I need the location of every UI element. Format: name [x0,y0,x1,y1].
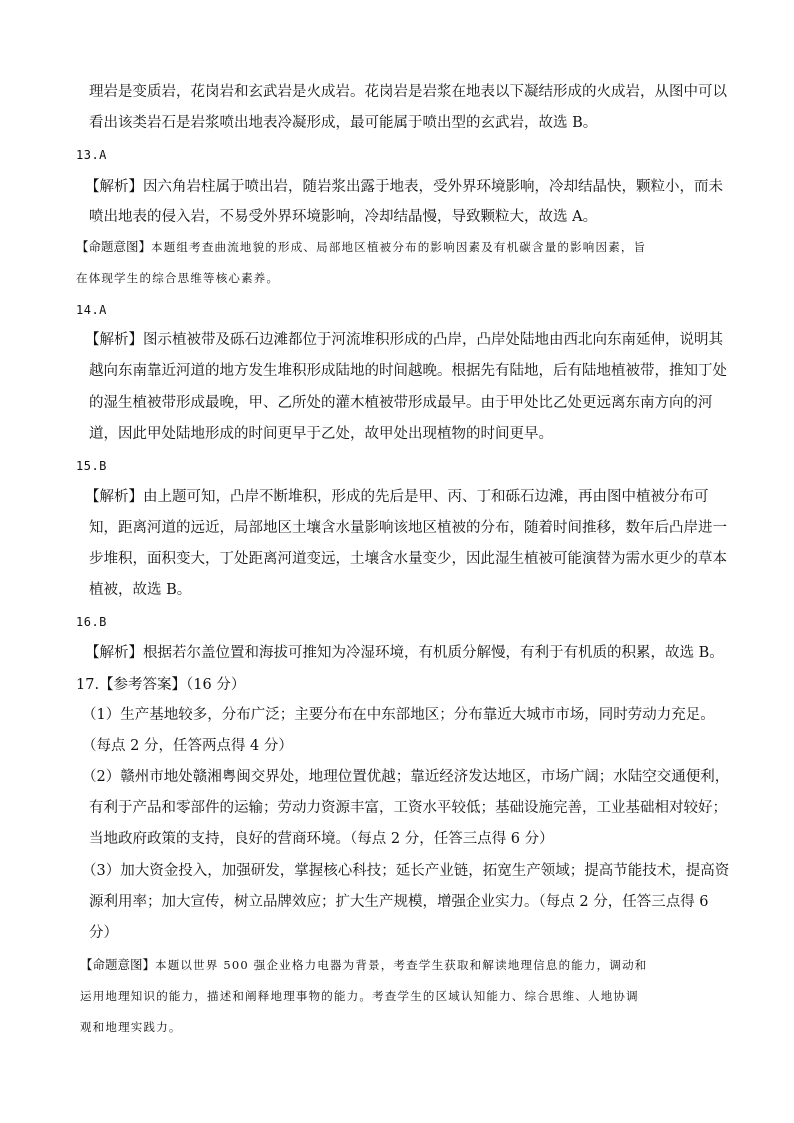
q17-part1-line: （1）生产基地较多，分布广泛；主要分布在中东部地区；分布靠近大城市市场，同时劳动力充足。 [82,707,715,723]
q14-explanation-line: 【解析】图示植被带及砾石边滩都位于河流堆积形成的凸岸，凸岸处陆地由西北向东南延伸，说明其 [85,332,723,348]
q17-part3-line: 分） [89,925,118,941]
q17-part2-line: 有利于产品和零部件的运输；劳动力资源丰富，工资水平较低；基础设施完善，工业基础相对较好； [89,800,727,816]
q17-part2-line: （2）赣州市地处赣湘粤闽交界处，地理位置优越；靠近经济发达地区，市场广阔；水陆空交通便利， [82,769,730,785]
q16-answer: 16.B [76,615,107,629]
q13-answer: 13.A [76,148,107,162]
intent-line: 在体现学生的综合思维等核心素养。 [76,271,280,285]
q14-answer: 14.A [76,303,107,317]
intent-text: 本题以世界 500 强企业格力电器为背景，考查学生获取和解读地理信息的能力，调动和 [155,958,648,972]
intent-line [76,237,646,257]
q13-explanation-line: 喷出地表的侵入岩，不易受外界环境影响，冷却结晶慢，导致颗粒大，故选 A。 [89,209,598,225]
q15-explanation-line: 知，距离河道的远近，局部地区土壤含水量影响该地区植被的分布，随着时间推移，数年后凸岸进一 [89,520,727,536]
q12-explanation-line: 理岩是变质岩，花岗岩和玄武岩是火成岩。花岗岩是岩浆在地表以下凝结形成的火成岩，从图中可以 [89,84,727,100]
q14-explanation-line: 的湿生植被带形成最晚，甲、乙所处的灌木植被带形成最早。由于甲处比乙处更远离东南方向的河 [89,395,713,411]
intent-line [80,955,647,975]
q15-explanation-line: 植被，故选 B。 [89,582,192,598]
intent-text: 本题组考查曲流地貌的形成、局部地区植被分布的影响因素及有机碳含量的影响因素，旨 [151,240,647,254]
intent-tag: 【命题意图】 [76,239,152,254]
intent-tag: 【命题意图】 [80,957,156,972]
q17-part3-line: （3）加大资金投入，加强研发，掌握核心科技；延长产业链，拓宽生产领域；提高节能技术，提高资 [82,863,730,879]
q17-part3-line: 源利用率；加大宣传，树立品牌效应；扩大生产规模，增强企业实力。（每点 2 分，任答三点得 6 [89,894,709,910]
q17-header: 17.【参考答案】（16 分） [76,677,246,693]
q12-explanation-line: 看出该类岩石是岩浆喷出地表冷凝形成，最可能属于喷出型的玄武岩，故选 B。 [89,115,598,131]
q15-explanation-line: 【解析】由上题可知，凸岸不断堆积，形成的先后是甲、丙、丁和砾石边滩，再由图中植被分布可 [85,489,709,505]
q14-explanation-line: 道，因此甲处陆地形成的时间更早于乙处，故甲处出现植物的时间更早。 [89,426,553,442]
q17-part2-line: 当地政府政策的支持，良好的营商环境。（每点 2 分，任答三点得 6 分） [89,831,554,847]
intent-line: 运用地理知识的能力，描述和阐释地理事物的能力。考查学生的区域认知能力、综合思维、人地协调 [80,989,639,1003]
q14-explanation-line: 越向东南靠近河道的地方发生堆积形成陆地的时间越晚。根据先有陆地，后有陆地植被带，推知丁处 [89,363,727,379]
q16-explanation-line: 【解析】根据若尔盖位置和海拔可推知为冷湿环境，有机质分解慢，有利于有机质的积累，故选 B。 [85,645,724,661]
q15-answer: 15.B [76,459,107,473]
q13-explanation-line: 【解析】因六角岩柱属于喷出岩，随岩浆出露于地表，受外界环境影响，冷却结晶快，颗粒小，而未 [85,179,723,195]
q17-part1-line: （每点 2 分，任答两点得 4 分） [82,738,293,754]
intent-line: 观和地理实践力。 [80,1020,182,1034]
q15-explanation-line: 步堆积，面积变大，丁处距离河道变远，土壤含水量变少，因此湿生植被可能演替为需水更少的草本 [89,551,727,567]
